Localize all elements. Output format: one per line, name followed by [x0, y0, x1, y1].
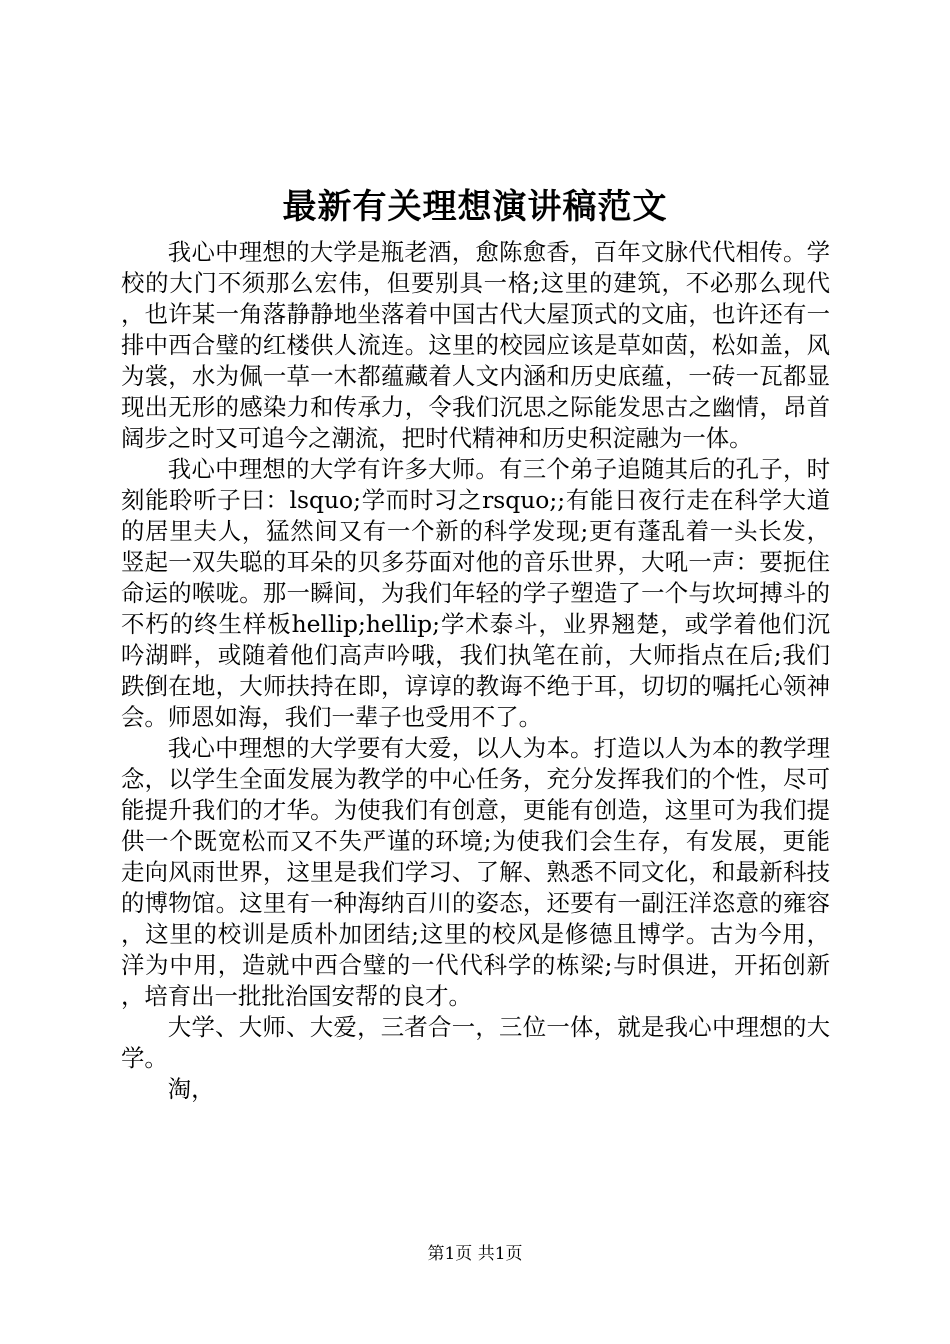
document-body — [121, 237, 830, 1105]
paragraph-1: 我心中理想的大学是瓶老酒，愈陈愈香，百年文脉代代相传。学校的大门不须那么宏伟，但要别具一格;这里的建筑，不必那么现代，也许某一角落静静地坐落着中国古代大屋顶式的文庙，也许还有一排中西合璧的红楼供人流连。这里的校园应该是草如茵，松如盖，风为裳，水为佩一草一木都蕴藏着人文内涵和历史底蕴，一砖一瓦都显现出无形的感染力和传承力，令我们沉思之际能发思古之幽情，昂首阔步之时又可追今之潮流，把时代精神和历史积淀融为一体。 — [121, 238, 830, 452]
paragraph-4: 大学、大师、大爱，三者合一，三位一体，就是我心中理想的大学。 — [121, 1013, 830, 1072]
document-title: 最新有关理想演讲稿范文 — [282, 187, 668, 227]
page-footer: 第1页 共1页 — [427, 1244, 523, 1264]
paragraph-2: 我心中理想的大学有许多大师。有三个弟子追随其后的孔子，时刻能聆听子曰：lsquo;学而时习之rsquo;;有能日夜行走在科学大道的居里夫人，猛然间又有一个新的科学发现;更有蓬乱着一头长发，竖起一双失聪的耳朵的贝多芬面对他的音乐世界，大吼一声：要扼住命运的喉咙。那一瞬间，为我们年轻的学子塑造了一个与坎坷搏斗的不朽的终生样板hellip;hellip;学术泰斗，业界翘楚，或学着他们沉吟湖畔，或随着他们高声吟哦，我们执笔在前，大师指点在后;我们跌倒在地，大师扶持在即，谆谆的教诲不绝于耳，切切的嘱托心领神会。师恩如海，我们一辈子也受用不了。 — [121, 455, 830, 731]
paragraph-5: 淘， — [167, 1075, 215, 1103]
paragraph-3: 我心中理想的大学要有大爱，以人为本。打造以人为本的教学理念，以学生全面发展为教学的中心任务，充分发挥我们的个性，尽可能提升我们的才华。为使我们有创意，更能有创造，这里可为我们提供一个既宽松而又不失严谨的环境;为使我们会生存，有发展，更能走向风雨世界，这里是我们学习、了解、熟悉不同文化，和最新科技的博物馆。这里有一种海纳百川的姿态，还要有一副汪洋恣意的雍容，这里的校训是质朴加团结;这里的校风是修德且博学。古为今用，洋为中用，造就中西合璧的一代代科学的栋梁;与时俱进，开拓创新，培育出一批批治国安帮的良才。 — [121, 734, 830, 1010]
